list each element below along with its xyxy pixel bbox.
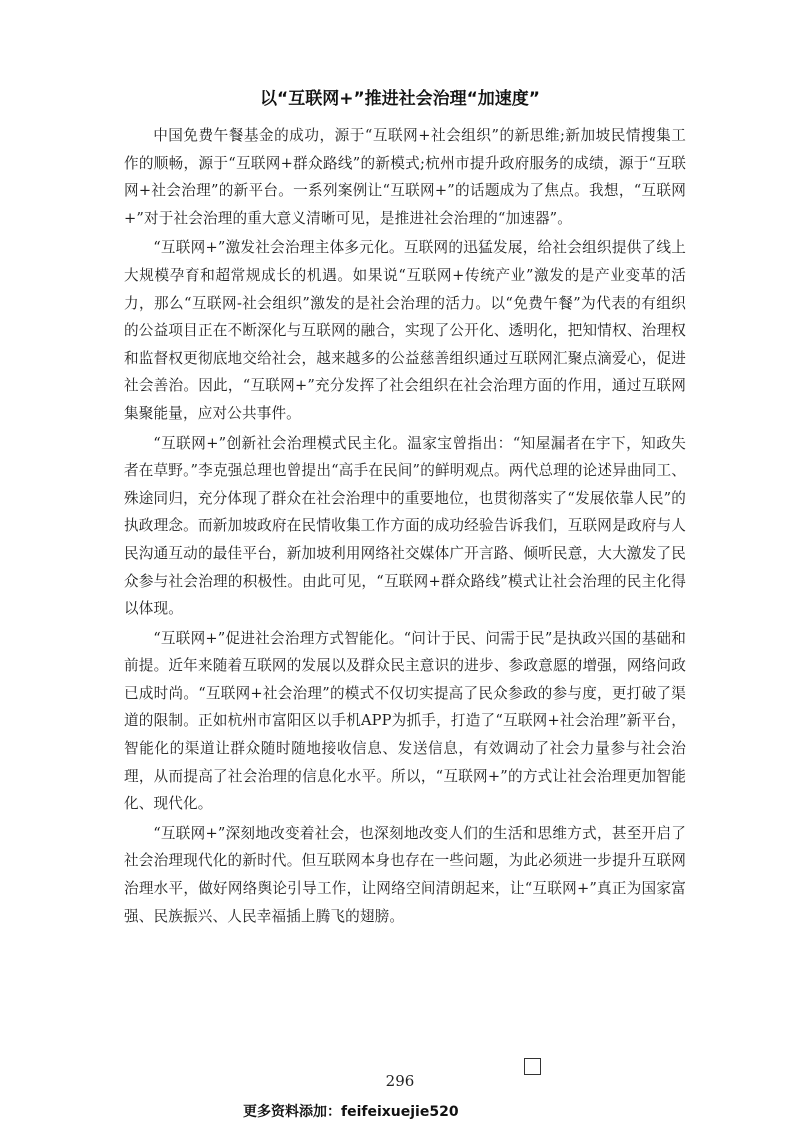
- page-number: 296: [385, 1072, 415, 1090]
- paragraph-democratization: “互联网+”创新社会治理模式民主化。温家宝曾指出：“知屋漏者在宇下，知政失者在草野。”李克强总理也曾提出“高手在民间”的鲜明观点。两代总理的论述异曲同工、殊途同归，充分体现了群众在社会治理中的重要地位，也贯彻落实了“发展依靠人民”的执政理念。而新加坡政府在民情收集工作方面的成功经验告诉我们，互联网是政府与人民沟通互动的最佳平台，新加坡利用网络社交媒体广开言路、倾听民意，大大激发了民众参与社会治理的积极性。由此可见，“互联网+群众路线”模式让社会治理的民主化得以体现。: [124, 434, 686, 618]
- page-title: 以“互联网+”推进社会治理“加速度”: [260, 89, 540, 109]
- paragraph-intro: 中国免费午餐基金的成功，源于“互联网+社会组织”的新思维;新加坡民情搜集工作的顺畅，源于“互联网+群众路线”的新模式;杭州市提升政府服务的成绩，源于“互联网+社会治理”的新平台。一系列案例让“互联网+”的话题成为了焦点。我想，“互联网+”对于社会治理的重大意义清晰可见，是推进社会治理的“加速器”。: [124, 127, 686, 227]
- footer-contact-note: 更多资料添加：feifeixuejie520: [243, 1104, 459, 1120]
- paragraph-diversification: “互联网+”激发社会治理主体多元化。互联网的迅猛发展，给社会组织提供了线上大规模孕育和超常规成长的机遇。如果说“互联网+传统产业”激发的是产业变革的活力，那么“互联网-社会组织”激发的是社会治理的活力。以“免费午餐”为代表的有组织的公益项目正在不断深化与互联网的融合，实现了公开化、透明化，把知情权、治理权和监督权更彻底地交给社会，越来越多的公益慈善组织通过互联网汇聚点滴爱心，促进社会善治。因此，“互联网+”充分发挥了社会组织在社会治理方面的作用，通过互联网集聚能量，应对公共事件。: [124, 239, 686, 422]
- article-body: [124, 122, 686, 932]
- paragraph-conclusion: “互联网+”深刻地改变着社会，也深刻地改变人们的生活和思维方式，甚至开启了社会治理现代化的新时代。但互联网本身也存在一些问题，为此必须进一步提升互联网治理水平，做好网络舆论引导工作，让网络空间清朗起来，让“互联网+”真正为国家富强、民族振兴、人民幸福插上腾飞的翅膀。: [124, 824, 686, 925]
- paragraph-intelligence: “互联网+”促进社会治理方式智能化。“问计于民、问需于民”是执政兴国的基础和前提。近年来随着互联网的发展以及群众民主意识的进步、参政意愿的增强，网络问政已成时尚。“互联网+社会治理”的模式不仅切实提高了民众参政的参与度，更打破了渠道的限制。正如杭州市富阳区以手机APP为抓手，打造了“互联网+社会治理”新平台，智能化的渠道让群众随时随地接收信息、发送信息，有效调动了社会力量参与社会治理，从而提高了社会治理的信息化水平。所以，“互联网+”的方式让社会治理更加智能化、现代化。: [124, 629, 686, 813]
